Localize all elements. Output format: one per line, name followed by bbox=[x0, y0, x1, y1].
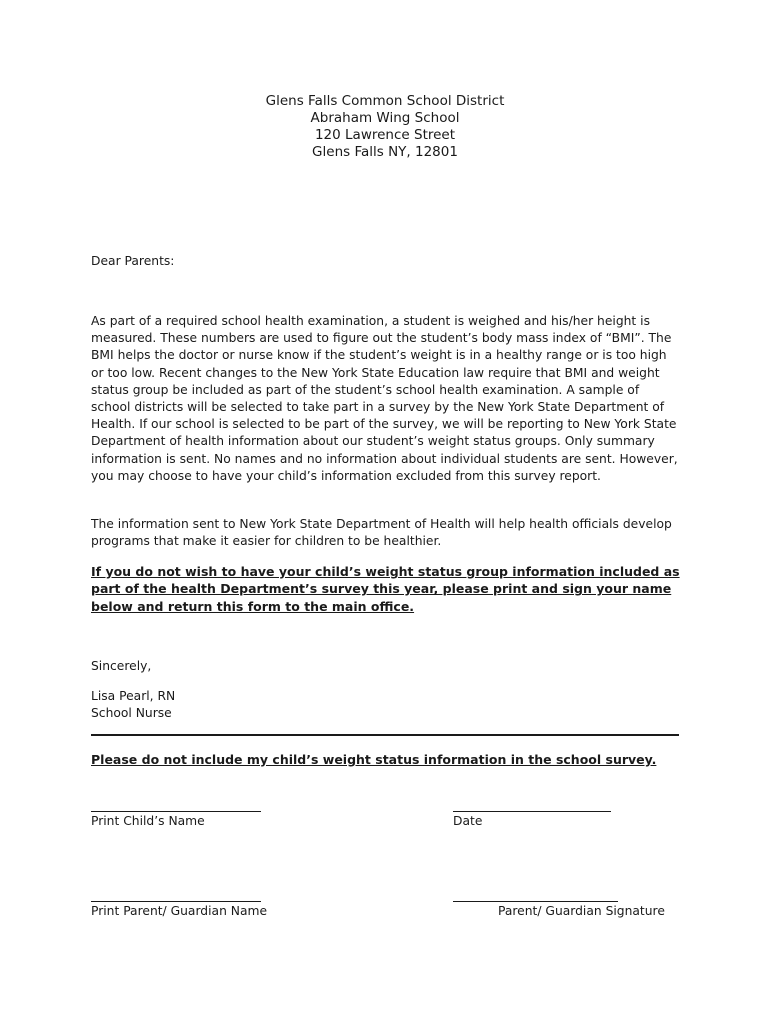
salutation: Dear Parents: bbox=[91, 254, 175, 268]
child-name-label: Print Child’s Name bbox=[91, 814, 205, 828]
guardian-signature-label: Parent/ Guardian Signature bbox=[498, 904, 665, 918]
district-name: Glens Falls Common School District bbox=[265, 93, 505, 109]
child-name-line[interactable] bbox=[91, 811, 261, 812]
optout-instructions: If you do not wish to have your child’s weight status group information included as part of the health Department’s survey this year, please print and sign your name below and return this form to the main office. bbox=[91, 564, 680, 614]
signer-block bbox=[91, 688, 681, 721]
body-paragraph-bmi: As part of a required school health examination, a student is weighed and his/her height is measured. These numbers are used to figure out the student’s body mass index of “BMI”. The BMI helps the doctor or nurse know if the student’s weight is in a healthy range or is too high or too low. Recent changes to the New York State Education law require that BMI and weight status group be included as part of the student’s school health examination. A sample of school districts will be selected to take part in a survey by the New York State Department of Health. If our school is selected to be part of the survey, we will be reporting to New York State Department of health information about our student’s weight status groups. Only summary information is sent. No names and no information about individual students are sent. However, you may choose to have your child’s information excluded from this survey report. bbox=[91, 314, 678, 483]
signer-name: Lisa Pearl, RN bbox=[91, 689, 176, 703]
date-line[interactable] bbox=[453, 811, 611, 812]
date-label: Date bbox=[453, 814, 483, 828]
guardian-name-label: Print Parent/ Guardian Name bbox=[91, 904, 268, 918]
school-name: Abraham Wing School bbox=[310, 110, 460, 126]
street-address: 120 Lawrence Street bbox=[314, 127, 456, 143]
signer-title: School Nurse bbox=[91, 705, 172, 720]
city-state-zip: Glens Falls NY, 12801 bbox=[312, 144, 458, 160]
letterhead bbox=[0, 93, 770, 161]
closing: Sincerely, bbox=[91, 659, 152, 673]
guardian-name-line[interactable] bbox=[91, 901, 261, 902]
guardian-signature-line[interactable] bbox=[453, 901, 618, 902]
body-paragraph-purpose: The information sent to New York State Department of Health will help health officials develop programs that make it easier for children to be healthier. bbox=[91, 517, 672, 549]
section-divider bbox=[91, 734, 679, 736]
optout-statement: Please do not include my child’s weight status information in the school survey. bbox=[91, 752, 657, 767]
